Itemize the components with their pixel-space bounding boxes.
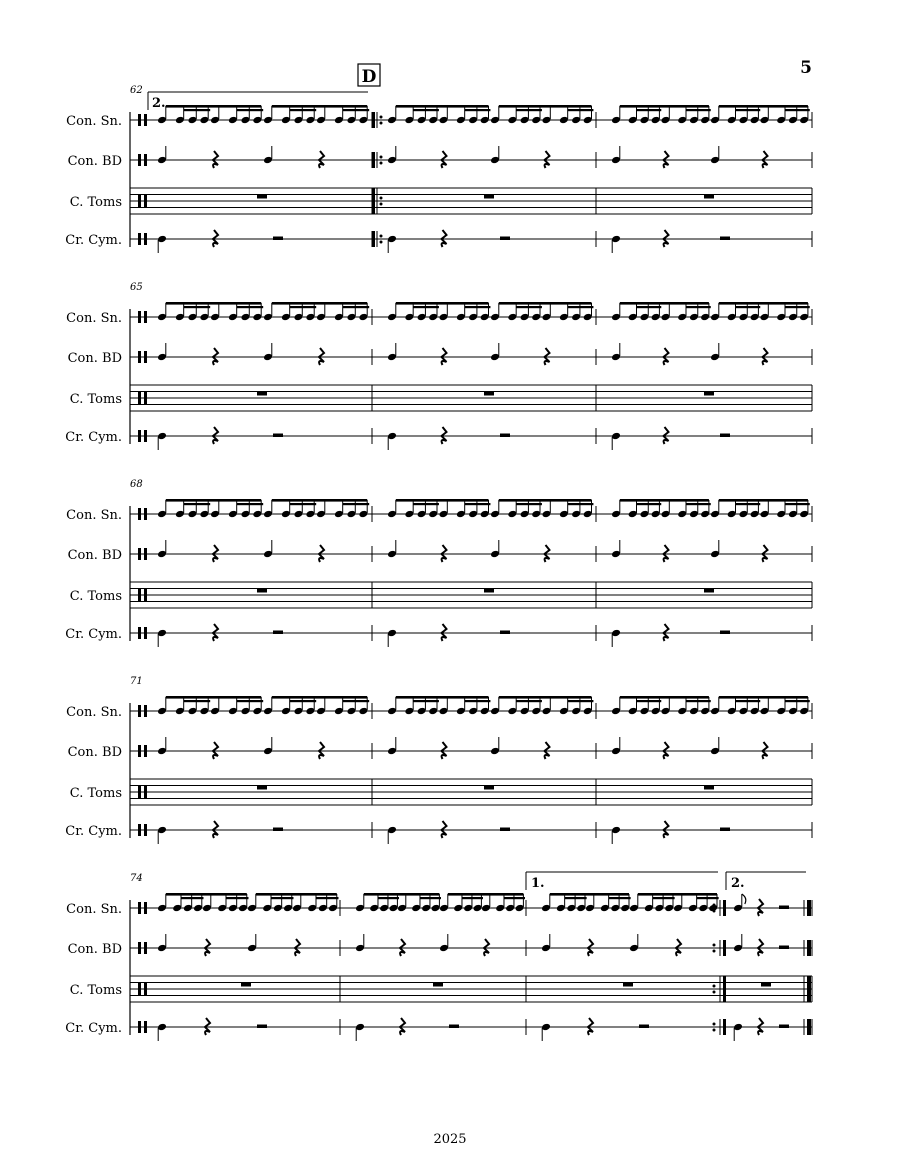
beam (237, 306, 264, 308)
beam (237, 700, 264, 702)
beam (719, 302, 808, 305)
whole-rest (257, 195, 267, 199)
beam (637, 109, 662, 111)
beam (568, 503, 594, 505)
whole-rest (623, 983, 633, 987)
instrument-label: Con. Sn. (66, 705, 122, 720)
beam (697, 897, 719, 899)
instrument-label: Cr. Cym. (65, 233, 122, 248)
percussion-clef (138, 824, 141, 836)
repeat-dot (380, 156, 383, 159)
instrument-label: Con. BD (67, 351, 122, 366)
beam (290, 306, 317, 308)
beam (413, 503, 439, 505)
percussion-clef (138, 745, 141, 757)
half-rest (720, 828, 730, 832)
beam (785, 503, 810, 505)
beam (465, 306, 491, 308)
repeat-dot (380, 241, 383, 244)
beam (637, 700, 662, 702)
beam (413, 306, 439, 308)
instrument-label: Cr. Cym. (65, 824, 122, 839)
whole-rest (433, 983, 443, 987)
beam (516, 306, 542, 308)
percussion-clef (144, 351, 147, 363)
beam (568, 306, 594, 308)
measure-number: 71 (130, 676, 143, 687)
beam (343, 306, 370, 308)
whole-rest (484, 786, 494, 790)
half-rest (273, 237, 283, 241)
instrument-label: Con. Sn. (66, 311, 122, 326)
beam (653, 897, 675, 899)
beam (184, 503, 211, 505)
beam (166, 696, 261, 699)
instrument-label: Cr. Cym. (65, 430, 122, 445)
percussion-clef (144, 824, 147, 836)
beam (516, 503, 542, 505)
percussion-clef (138, 430, 141, 442)
repeat-dot (713, 1023, 716, 1026)
beam (396, 105, 489, 108)
repeat-bar (723, 900, 726, 916)
percussion-clef (144, 311, 147, 323)
beam (396, 499, 489, 502)
instrument-label: Con. BD (67, 154, 122, 169)
beam (226, 897, 249, 899)
percussion-clef (138, 589, 141, 601)
percussion-clef (138, 311, 141, 323)
beam (686, 109, 711, 111)
beam (413, 109, 439, 111)
half-rest (779, 946, 789, 950)
final-barline (807, 900, 811, 916)
instrument-label: C. Toms (69, 589, 122, 604)
half-rest (449, 1025, 459, 1029)
beam (620, 302, 709, 305)
percussion-clef (138, 1021, 141, 1033)
instrument-label: Con. BD (67, 942, 122, 957)
system-3 (65, 479, 812, 647)
half-rest (720, 237, 730, 241)
beam (620, 105, 709, 108)
beam (516, 109, 542, 111)
whole-rest (704, 392, 714, 396)
beam (504, 897, 525, 899)
half-rest (779, 906, 789, 910)
beam (736, 700, 761, 702)
instrument-label: Con. Sn. (66, 902, 122, 917)
beam (785, 306, 810, 308)
beam (499, 302, 592, 305)
beam (272, 499, 367, 502)
beam (184, 306, 211, 308)
volta-label: 1. (531, 876, 545, 891)
percussion-clef (144, 548, 147, 560)
percussion-clef (138, 983, 141, 995)
beam (166, 499, 261, 502)
whole-rest (257, 786, 267, 790)
repeat-bar (372, 188, 375, 214)
page-footer: 2025 (433, 1132, 467, 1147)
percussion-clef (144, 942, 147, 954)
beam (290, 503, 317, 505)
percussion-clef (138, 942, 141, 954)
whole-rest (484, 392, 494, 396)
beam (448, 893, 524, 896)
system-2 (65, 282, 812, 450)
percussion-clef (138, 154, 141, 166)
beam (736, 109, 761, 111)
instrument-label: Con. Sn. (66, 114, 122, 129)
percussion-clef (138, 902, 141, 914)
beam (462, 897, 483, 899)
repeat-dot (713, 991, 716, 994)
beam (272, 302, 367, 305)
repeat-dot (380, 162, 383, 165)
instrument-label: Con. BD (67, 548, 122, 563)
beam (271, 897, 294, 899)
volta-label: 2. (152, 96, 166, 111)
half-rest (273, 434, 283, 438)
beam (638, 893, 717, 896)
repeat-dot (380, 203, 383, 206)
half-rest (720, 434, 730, 438)
percussion-clef (138, 548, 141, 560)
repeat-dot (380, 116, 383, 119)
instrument-label: Con. BD (67, 745, 122, 760)
beam (637, 306, 662, 308)
percussion-clef (144, 705, 147, 717)
beam (465, 109, 491, 111)
half-rest (273, 631, 283, 635)
beam (316, 897, 339, 899)
percussion-clef (144, 983, 147, 995)
beam (736, 503, 761, 505)
beam (290, 700, 317, 702)
whole-rest (484, 195, 494, 199)
beam (516, 700, 542, 702)
repeat-dot (713, 910, 716, 913)
repeat-dot (713, 1029, 716, 1032)
beam (256, 893, 337, 896)
beam (719, 696, 808, 699)
whole-rest (241, 983, 251, 987)
percussion-clef (144, 1021, 147, 1033)
final-barline (807, 940, 811, 956)
beam (568, 109, 594, 111)
repeat-bar (372, 112, 375, 128)
beam (343, 700, 370, 702)
percussion-clef (138, 351, 141, 363)
percussion-clef (144, 154, 147, 166)
beam (499, 105, 592, 108)
repeat-dot (713, 950, 716, 953)
percussion-clef (138, 392, 141, 404)
beam (637, 503, 662, 505)
repeat-dot (713, 985, 716, 988)
beam (499, 696, 592, 699)
beam (413, 700, 439, 702)
beam (736, 306, 761, 308)
instrument-label: Con. Sn. (66, 508, 122, 523)
beam (237, 503, 264, 505)
beam (272, 696, 367, 699)
whole-rest (257, 392, 267, 396)
whole-rest (704, 786, 714, 790)
beam (550, 893, 629, 896)
half-rest (500, 434, 510, 438)
beam (785, 700, 810, 702)
beam (620, 696, 709, 699)
repeat-dot (380, 197, 383, 200)
instrument-label: Cr. Cym. (65, 1021, 122, 1036)
beam (181, 897, 204, 899)
beam (290, 109, 317, 111)
whole-rest (484, 589, 494, 593)
percussion-clef (138, 627, 141, 639)
whole-rest (704, 195, 714, 199)
half-rest (500, 237, 510, 241)
beam (565, 897, 587, 899)
beam (686, 700, 711, 702)
repeat-dot (380, 122, 383, 125)
beam (686, 503, 711, 505)
percussion-clef (144, 233, 147, 245)
beam (343, 503, 370, 505)
beam (343, 109, 370, 111)
percussion-clef (144, 786, 147, 798)
beam (620, 499, 709, 502)
beam (364, 893, 440, 896)
system-1 (65, 64, 812, 253)
beam (166, 105, 261, 108)
beam (166, 302, 261, 305)
final-barline (807, 976, 811, 1002)
half-rest (779, 1025, 789, 1029)
beam (465, 503, 491, 505)
instrument-label: C. Toms (69, 195, 122, 210)
half-rest (273, 828, 283, 832)
beam (420, 897, 441, 899)
beam (378, 897, 399, 899)
beam (719, 499, 808, 502)
beam (686, 306, 711, 308)
system-5 (65, 872, 812, 1041)
measure-number: 68 (130, 479, 143, 490)
note-flag (742, 894, 746, 904)
percussion-clef (138, 705, 141, 717)
percussion-clef (144, 745, 147, 757)
beam (184, 700, 211, 702)
repeat-bar (723, 976, 726, 1002)
repeat-bar (723, 1019, 726, 1035)
beam (568, 700, 594, 702)
percussion-clef (138, 786, 141, 798)
measure-number: 62 (130, 85, 143, 96)
percussion-clef (144, 430, 147, 442)
half-rest (639, 1025, 649, 1029)
whole-rest (257, 589, 267, 593)
half-rest (500, 631, 510, 635)
repeat-dot (713, 904, 716, 907)
percussion-clef (144, 392, 147, 404)
percussion-clef (138, 508, 141, 520)
repeat-bar (723, 940, 726, 956)
percussion-clef (144, 508, 147, 520)
instrument-label: C. Toms (69, 983, 122, 998)
repeat-dot (380, 235, 383, 238)
percussion-clef (144, 114, 147, 126)
whole-rest (761, 983, 771, 987)
half-rest (720, 631, 730, 635)
beam (465, 700, 491, 702)
page-number: 5 (800, 58, 812, 78)
whole-rest (704, 589, 714, 593)
beam (237, 109, 264, 111)
beam (166, 893, 247, 896)
percussion-clef (144, 902, 147, 914)
volta-label: 2. (731, 876, 745, 891)
instrument-label: Cr. Cym. (65, 627, 122, 642)
half-rest (500, 828, 510, 832)
repeat-bar (372, 231, 375, 247)
beam (499, 499, 592, 502)
beam (396, 696, 489, 699)
percussion-clef (144, 589, 147, 601)
measure-number: 74 (130, 873, 143, 884)
beam (609, 897, 631, 899)
beam (272, 105, 367, 108)
percussion-clef (138, 114, 141, 126)
system-4 (65, 676, 812, 844)
percussion-clef (138, 233, 141, 245)
percussion-clef (144, 195, 147, 207)
beam (396, 302, 489, 305)
percussion-clef (138, 195, 141, 207)
instrument-label: C. Toms (69, 392, 122, 407)
instrument-label: C. Toms (69, 786, 122, 801)
repeat-dot (713, 944, 716, 947)
repeat-bar (372, 152, 375, 168)
percussion-clef (144, 627, 147, 639)
final-barline (807, 1019, 811, 1035)
beam (184, 109, 211, 111)
beam (719, 105, 808, 108)
beam (785, 109, 810, 111)
measure-number: 65 (130, 282, 143, 293)
half-rest (257, 1025, 267, 1029)
rehearsal-mark: D (361, 67, 377, 87)
